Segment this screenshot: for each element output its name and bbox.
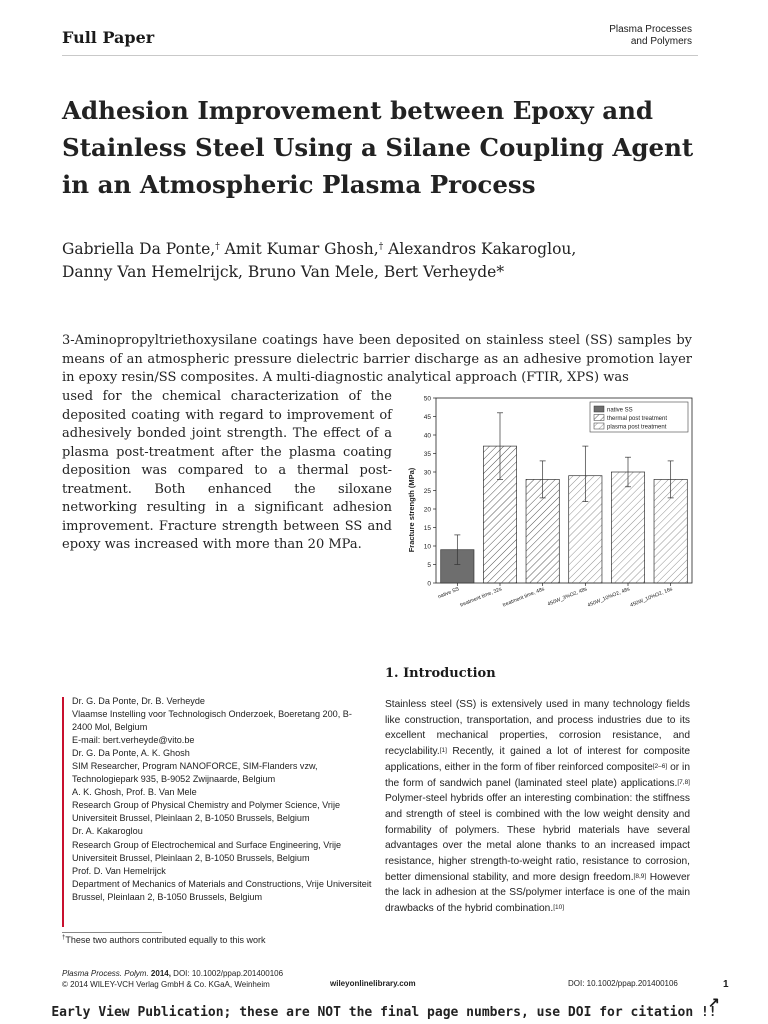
footer-citation (62, 968, 283, 990)
intro-text: Polymer-steel hybrids offer an interesting combination: the stiffness and strength of steel is combined with the low weight density and formability of polymers. These hybrid materials have several advantages over the metal alone thanks to an increased impact resistance, higher strength-to-weight ratio, resistance to corrosion, better dimensional stability, and more design freedom. (385, 793, 690, 883)
fracture-strength-chart (402, 392, 702, 642)
y-tick-label: 15 (423, 525, 431, 532)
y-tick-label: 5 (427, 562, 431, 569)
x-tick-label: native SS (437, 586, 461, 601)
affiliation-line: Dr. G. Da Ponte, Dr. B. Verheyde (72, 696, 205, 706)
affiliation-accent-bar (62, 697, 64, 927)
y-tick-label: 0 (427, 580, 431, 588)
footer-website-link[interactable]: wileyonlinelibrary.com (330, 979, 416, 988)
author-mark: † (215, 242, 220, 252)
footer-copyright: © 2014 WILEY-VCH Verlag GmbH & Co. KGaA, Weinheim (62, 980, 270, 989)
y-tick-label: 50 (423, 395, 431, 403)
citation-link[interactable]: [8,9] (633, 872, 647, 880)
footer-year: 2014, (148, 969, 171, 978)
author-list (62, 238, 712, 284)
footnote-text: These two authors contributed equally to this work (65, 935, 266, 945)
intro-text: However the lack in adhesion at the SS/polymer interface is one of the main drawbacks of the hybrid combination. (385, 871, 691, 915)
header-divider (62, 55, 698, 56)
y-tick-label: 10 (423, 543, 431, 551)
legend-swatch (594, 415, 604, 421)
arrow-icon[interactable]: ↗ (708, 994, 720, 1010)
legend-swatch (594, 406, 604, 412)
legend-label: plasma post treatment (607, 424, 667, 431)
footer-doi-right[interactable]: DOI: 10.1002/ppap.201400106 (568, 979, 678, 988)
y-tick-label: 25 (423, 488, 431, 495)
abstract-text-top: 3-Aminopropyltriethoxysilane coatings have been deposited on stainless steel (SS) samples by means of an atmospheric pressure dielectric barrier discharge as an adhesive promotion layer in epoxy resin/SS composites. A multi-diagnostic analytical approach (FTIR, XPS) was (62, 333, 692, 385)
footnote-divider (62, 932, 162, 933)
intro-text: Recently, it gained a lot of interest for composite applications, either in the form of fiber reinforced composite (385, 746, 690, 773)
x-tick-label: treatment time, 48s (501, 586, 546, 609)
footer-journal: Plasma Process. Polym. (62, 969, 149, 978)
affiliation-line: Research Group of Physical Chemistry and Polymer Science, Vrije Universiteit Brussel, Pleinlaan 2, B-1050 Brussels, Belgium (72, 800, 341, 824)
author-names-rest: Danny Van Hemelrijck, Bruno Van Mele, Bert Verheyde* (62, 263, 505, 281)
affiliation-line: Research Group of Electrochemical and Surface Engineering, Vrije Universiteit Brussel, Pleinlaan 2, B-1050 Brussels, Belgium (72, 839, 342, 863)
legend-swatch (594, 423, 604, 429)
citation-link[interactable]: [2–6] (652, 762, 668, 770)
affiliations-block (72, 695, 372, 904)
x-tick-label: treatment time, 32s (459, 586, 503, 609)
journal-name-line1: Plasma Processes (609, 24, 692, 35)
x-tick-label: 450W_10%O2, 16s (629, 586, 674, 609)
y-tick-label: 30 (423, 469, 431, 477)
author-name: Gabriella Da Ponte, (62, 240, 216, 258)
affiliation-line: A. K. Ghosh, Prof. B. Van Mele (72, 787, 197, 798)
affiliation-line: SIM Researcher, Program NANOFORCE, SIM-Flanders vzw, Technologiepark 935, B-9052 Zwijnaarde, Belgium (72, 761, 318, 785)
x-tick-label: 450W_3%O2, 48s (546, 586, 589, 608)
section-heading-introduction: 1. Introduction (385, 666, 496, 681)
journal-name-line2: and Polymers (630, 36, 692, 47)
legend-label: thermal post treatment (607, 416, 668, 422)
citation-link[interactable]: [1] (439, 747, 447, 755)
affiliation-line: Prof. D. Van Hemelrijck (72, 865, 166, 876)
x-tick-label: 450W_10%O2, 48s (586, 586, 631, 609)
affiliation-line: Department of Mechanics of Materials and Constructions, Vrije Universiteit Brussel, Pleinlaan 2, B-1050 Brussels, Belgium (72, 878, 372, 902)
introduction-paragraph (385, 697, 690, 917)
affiliation-line: Dr. G. Da Ponte, A. K. Ghosh (72, 748, 190, 759)
author-name: Amit Kumar Ghosh, (224, 240, 379, 258)
footnote-mark: † (62, 935, 66, 941)
early-view-notice: Early View Publication; these are NOT the final page numbers, use DOI for citation !! (51, 1005, 717, 1020)
section-label: Full Paper (62, 28, 155, 47)
author-name: Alexandros Kakaroglou, (388, 240, 577, 258)
intro-text: Stainless steel (SS) is extensively used in many technology fields like construction, transportation, and process industries due to its excellent mechanical properties, corrosion resistance, and recyclability. (385, 699, 690, 758)
author-mark: † (378, 242, 384, 252)
footnote (62, 935, 265, 945)
affiliation-line: Dr. A. Kakaroglou (72, 826, 143, 837)
citation-link[interactable]: [7,8] (677, 778, 690, 786)
abstract-text-side: used for the chemical characterization of the deposited coating with regard to improvement of adhesively bonded joint strength. The effect of a plasma post-treatment after the plasma coating deposition was compared to a thermal post-treatment. Both enhanced the siloxane networking resulting in a significant adhesion improvement. Fracture strength between SS and epoxy was increased with more than 20 MPa. (62, 389, 392, 552)
page-number: 1 (723, 979, 729, 990)
bar (611, 472, 644, 583)
y-tick-label: 35 (423, 451, 431, 458)
footer-doi[interactable]: DOI: 10.1002/ppap.201400106 (170, 969, 284, 978)
legend-label: native SS (607, 407, 633, 414)
intro-text: or in the form of sandwich panel (laminated steel plate) applications. (385, 761, 690, 789)
y-tick-label: 45 (423, 414, 431, 421)
y-tick-label: 40 (423, 432, 431, 440)
paper-title: Adhesion Improvement between Epoxy and Stainless Steel Using a Silane Coupling Agent in an Atmospheric Plasma Process (62, 96, 694, 199)
affiliation-email[interactable]: E-mail: bert.verheyde@vito.be (72, 735, 195, 746)
journal-name (552, 24, 692, 48)
affiliation-line: Vlaamse Instelling voor Technologisch Onderzoek, Boeretang 200, B-2400 Mol, Belgium (72, 709, 352, 733)
citation-link[interactable]: [10] (553, 904, 565, 912)
y-tick-label: 20 (423, 506, 431, 514)
y-axis-label: Fracture strength (MPa) (407, 467, 416, 553)
